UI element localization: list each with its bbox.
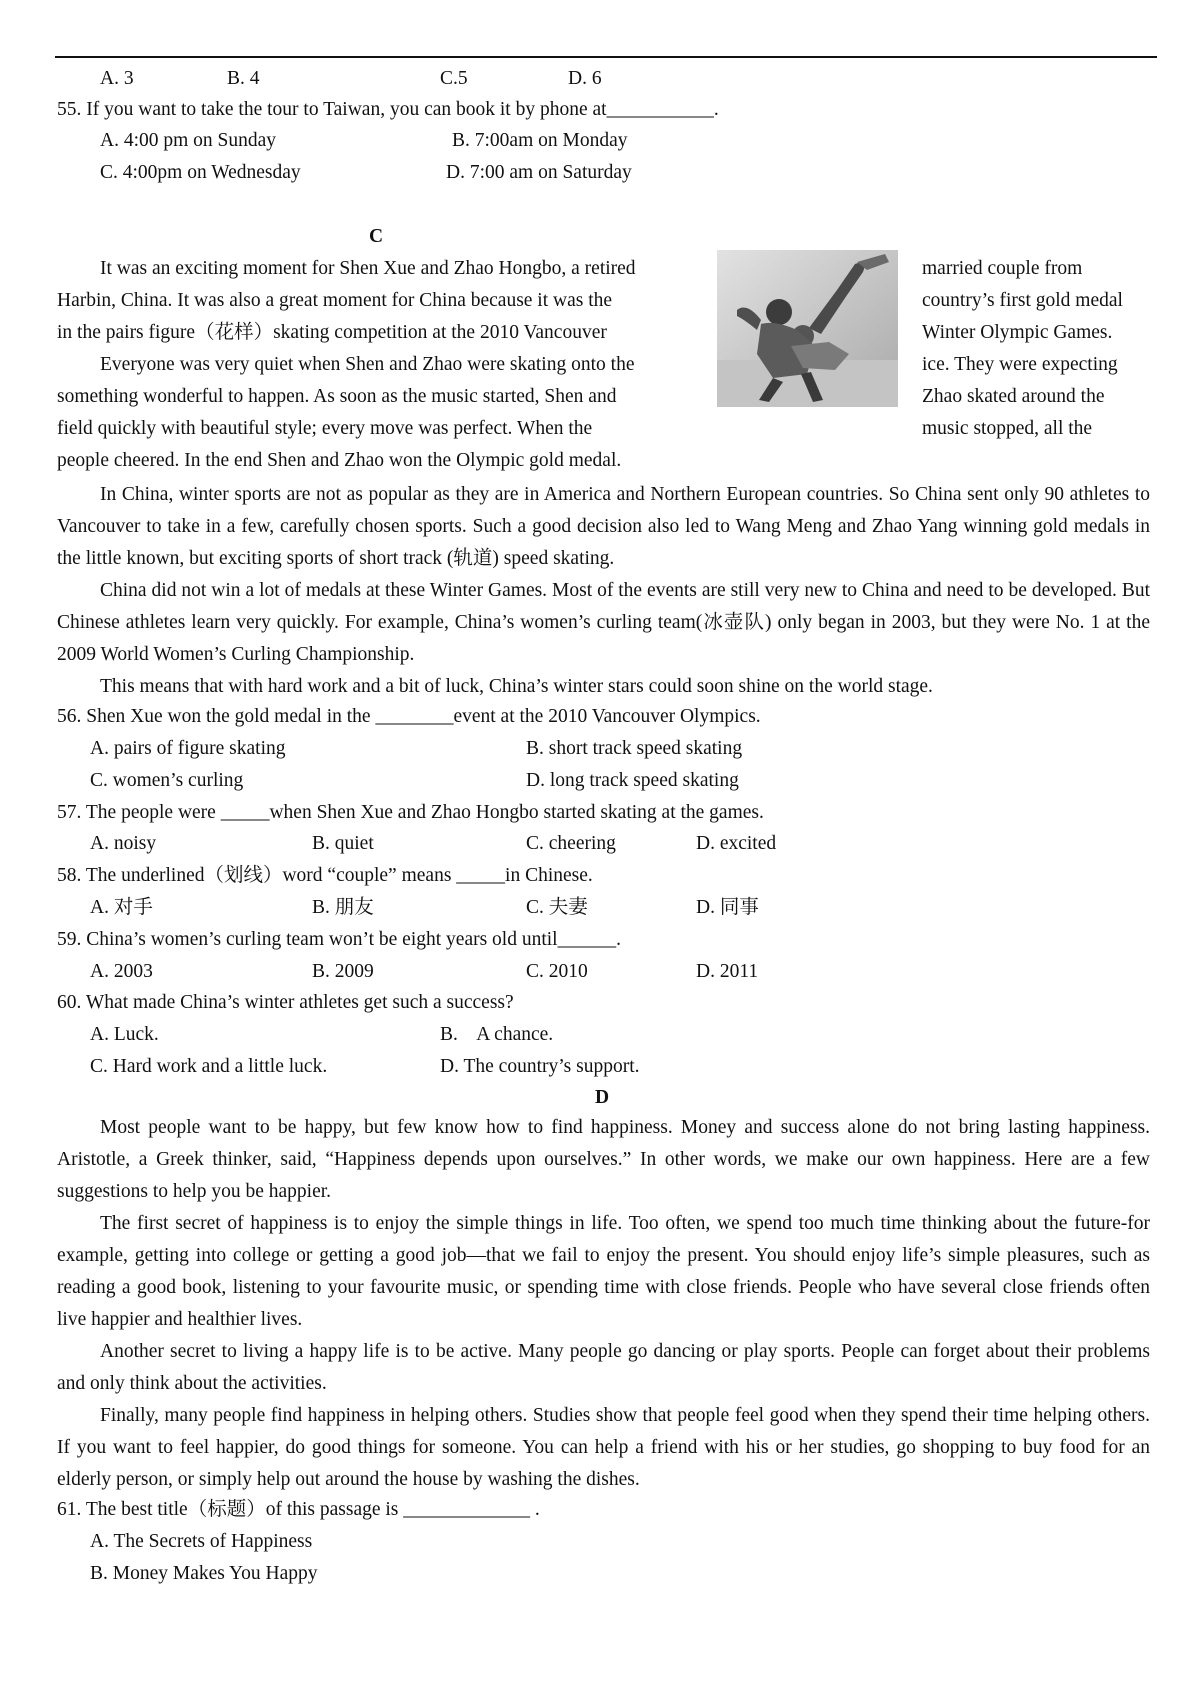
q56-option-c: C. women’s curling (90, 770, 244, 791)
q60-stem: 60. What made China’s winter athletes get such a success? (57, 992, 514, 1013)
q61-option-a: A. The Secrets of Happiness (90, 1531, 313, 1552)
q56-option-d: D. long track speed skating (526, 770, 739, 791)
q56-option-a: A. pairs of figure skating (90, 738, 286, 759)
q58-option-c: C. 夫妻 (526, 897, 588, 918)
q57-option-c: C. cheering (526, 833, 616, 854)
c-paragraph-3 (57, 479, 1150, 575)
q54-option-c: C.5 (440, 68, 468, 89)
q58-option-d: D. 同事 (696, 897, 759, 918)
q57-option-b: B. quiet (312, 833, 374, 854)
c-right-line-2: country’s first gold medal (922, 290, 1123, 311)
q61-stem: 61. The best title（标题）of this passage is _____________ . (57, 1499, 540, 1520)
q55-option-d: D. 7:00 am on Saturday (446, 162, 632, 183)
d-paragraph-2 (57, 1208, 1150, 1336)
q60-option-d: D. The country’s support. (440, 1056, 640, 1077)
q54-option-d: D. 6 (568, 68, 602, 89)
q55-stem: 55. If you want to take the tour to Taiwan, you can book it by phone at___________. (57, 99, 719, 120)
section-d-heading: D (595, 1087, 610, 1108)
section-c-heading: C (369, 226, 384, 247)
d-paragraph-3 (57, 1336, 1150, 1400)
q60-option-b: B. A chance. (440, 1024, 554, 1045)
q54-option-a: A. 3 (100, 68, 134, 89)
q57-stem: 57. The people were _____when Shen Xue and Zhao Hongbo started skating at the games. (57, 802, 764, 823)
d-paragraph-3-text: Another secret to living a happy life is to be active. Many people go dancing or play sports. People can forget about their problems and only think about the activities. (57, 1341, 1150, 1394)
pair-skating-photo (717, 250, 898, 407)
q56-stem: 56. Shen Xue won the gold medal in the ________event at the 2010 Vancouver Olympics. (57, 706, 761, 727)
q59-option-c: C. 2010 (526, 961, 588, 982)
c-p1-line-1: It was an exciting moment for Shen Xue and Zhao Hongbo, a retired (100, 258, 636, 279)
c-paragraph-5-text: This means that with hard work and a bit of luck, China’s winter stars could soon shine on the world stage. (100, 676, 933, 697)
q56-option-b: B. short track speed skating (526, 738, 743, 759)
q57-option-d: D. excited (696, 833, 777, 854)
q54-option-b: B. 4 (227, 68, 260, 89)
c-right-line-1: married couple from (922, 258, 1083, 279)
d-paragraph-2-text: The first secret of happiness is to enjoy the simple things in life. Too often, we spend too much time thinking about the future-for example, getting into college or getting a good job—that we fail to enjoy the present. You should enjoy life’s simple pleasures, such as reading a good book, listening to your favourite music, or spending time with close friends. People who have several close friends often live happier and healthier lives. (57, 1213, 1150, 1330)
q57-option-a: A. noisy (90, 833, 157, 854)
q59-stem: 59. China’s women’s curling team won’t be eight years old until______. (57, 929, 621, 950)
c-p2-line-3: field quickly with beautiful style; every move was perfect. When the (57, 418, 593, 439)
q58-stem: 58. The underlined（划线）word “couple” means _____in Chinese. (57, 865, 593, 886)
d-paragraph-1-text: Most people want to be happy, but few know how to find happiness. Money and success alone do not bring lasting happiness. Aristotle, a Greek thinker, said, “Happiness depends upon ourselves.” In other words, we make our own happiness. Here are a few suggestions to help you be happier. (57, 1117, 1150, 1202)
q58-option-a: A. 对手 (90, 897, 153, 918)
c-p1-line-2: Harbin, China. It was also a great moment for China because it was the (57, 290, 613, 311)
c-p2-line-2: something wonderful to happen. As soon as the music started, Shen and (57, 386, 617, 407)
q59-option-d: D. 2011 (696, 961, 759, 982)
q60-option-a: A. Luck. (90, 1024, 159, 1045)
c-right-line-5: Zhao skated around the (922, 386, 1105, 407)
q60-option-c: C. Hard work and a little luck. (90, 1056, 328, 1077)
c-paragraph-3-text: In China, winter sports are not as popular as they are in America and Northern European countries. So China sent only 90 athletes to Vancouver to take in a few, carefully chosen sports. Such a good decision also led to Wang Meng and Zhao Yang winning gold medals in the little known, but exciting sports of short track (轨道) speed skating. (57, 484, 1150, 569)
c-p2-line-1: Everyone was very quiet when Shen and Zhao were skating onto the (100, 354, 635, 375)
q55-option-c: C. 4:00pm on Wednesday (100, 162, 301, 183)
c-right-line-3: Winter Olympic Games. (922, 322, 1113, 343)
top-rule (55, 56, 1157, 58)
c-p2-line-4: people cheered. In the end Shen and Zhao won the Olympic gold medal. (57, 450, 622, 471)
q59-option-b: B. 2009 (312, 961, 374, 982)
c-right-line-6: music stopped, all the (922, 418, 1093, 439)
c-paragraph-4-text: China did not win a lot of medals at these Winter Games. Most of the events are still very new to China and need to be developed. But Chinese athletes learn very quickly. For example, China’s women’s curling team(冰壶队) only began in 2003, but they were No. 1 at the 2009 World Women’s Curling Championship. (57, 580, 1150, 665)
q59-option-a: A. 2003 (90, 961, 153, 982)
c-paragraph-4 (57, 575, 1150, 671)
c-paragraph-5 (57, 671, 1150, 703)
d-paragraph-4 (57, 1400, 1150, 1496)
q55-option-a: A. 4:00 pm on Sunday (100, 130, 277, 151)
d-paragraph-4-text: Finally, many people find happiness in helping others. Studies show that people feel good when they spend their time helping others. If you want to feel happier, do good things for someone. You can help a friend with his or her studies, go shopping to buy food for an elderly person, or simply help out around the house by washing the dishes. (57, 1405, 1150, 1490)
q58-option-b: B. 朋友 (312, 897, 374, 918)
q61-option-b: B. Money Makes You Happy (90, 1563, 318, 1584)
d-paragraph-1 (57, 1112, 1150, 1208)
c-right-line-4: ice. They were expecting (922, 354, 1118, 375)
c-p1-line-3: in the pairs figure（花样）skating competition at the 2010 Vancouver (57, 322, 607, 343)
q55-option-b: B. 7:00am on Monday (452, 130, 628, 151)
